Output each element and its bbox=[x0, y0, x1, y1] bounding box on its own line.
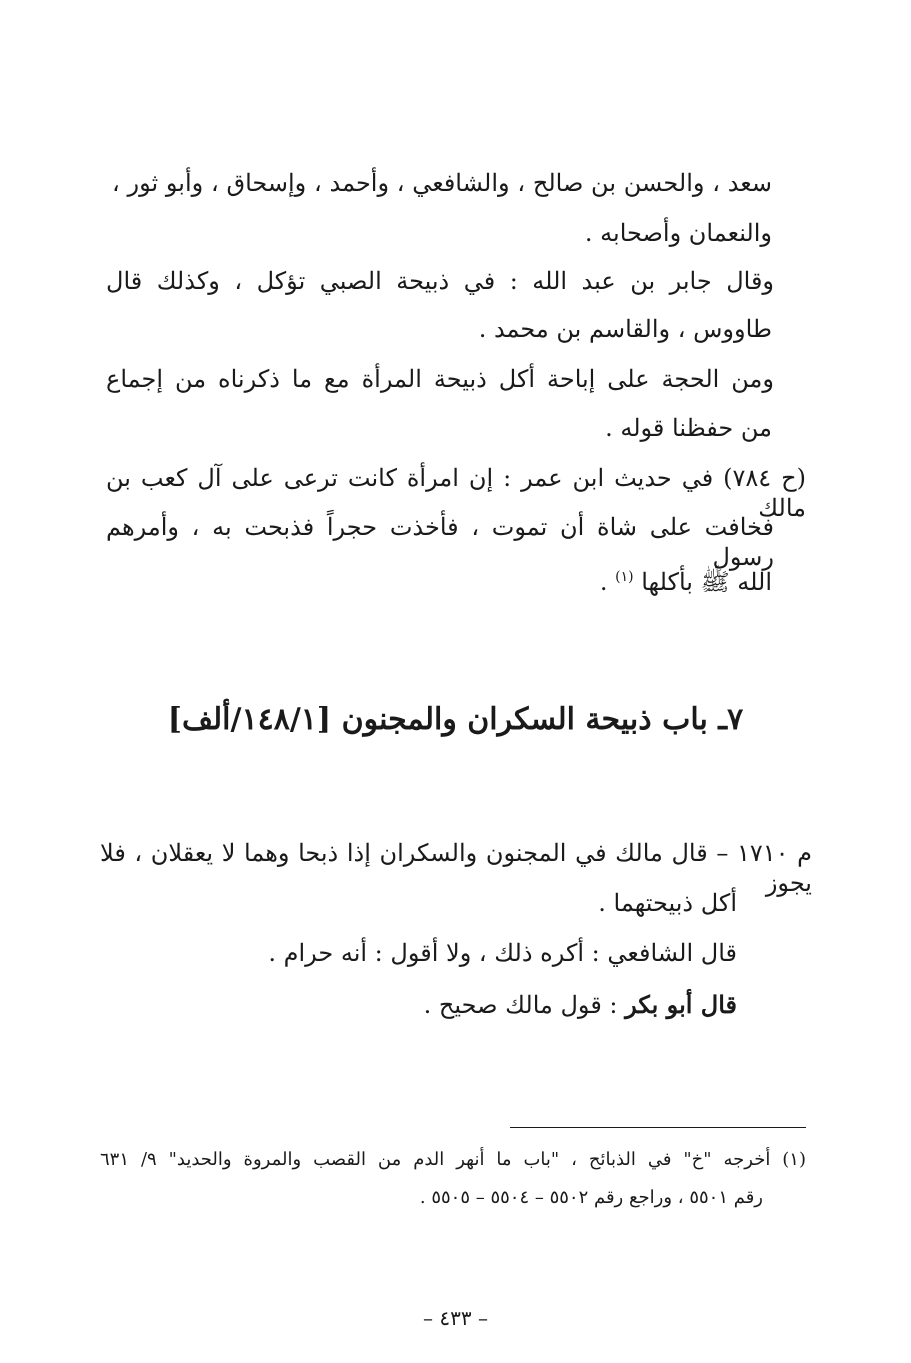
paragraph-2-line-2: طاووس ، والقاسم بن محمد . bbox=[478, 315, 772, 343]
masala-author-label: قال أبو بكر bbox=[625, 990, 737, 1019]
paragraph-2-line-1: وقال جابر بن عبد الله : في ذبيحة الصبي تؤكل ، وكذلك قال bbox=[106, 267, 774, 295]
section-heading bbox=[0, 702, 911, 737]
section-heading-title: ٧ـ باب ذبيحة السكران والمجنون bbox=[341, 702, 744, 737]
hadith-line-3-end: . bbox=[599, 568, 608, 596]
hadith-line-2: فخافت على شاة أن تموت ، فأخذت حجراً فذبحت به ، وأمرهم رسول bbox=[106, 513, 774, 571]
masala-line-3: قال الشافعي : أكره ذلك ، ولا أقول : أنه حرام . bbox=[268, 939, 737, 967]
section-heading-ref: [١٤٨/١/ألف] bbox=[167, 702, 332, 737]
footnote-line-2: رقم ٥٥٠١ ، وراجع رقم ٥٥٠٢ – ٥٥٠٤ – ٥٥٠٥ . bbox=[419, 1187, 763, 1208]
footnote-separator bbox=[510, 1127, 806, 1128]
masala-line-4 bbox=[424, 990, 737, 1020]
hadith-line-3-text: الله ﷺ بأكلها bbox=[641, 568, 772, 596]
paragraph-1-line-1: سعد ، والحسن بن صالح ، والشافعي ، وأحمد ، وإسحاق ، وأبو ثور ، bbox=[112, 169, 772, 197]
paragraph-3-line-2: من حفظنا قوله . bbox=[605, 414, 772, 442]
page-number: – ٤٣٣ – bbox=[423, 1306, 488, 1330]
footnote-ref-marker[interactable]: (١) bbox=[615, 569, 634, 585]
masala-line-4-rest: : قول مالك صحيح . bbox=[423, 991, 626, 1019]
paragraph-1-line-2: والنعمان وأصحابه . bbox=[584, 219, 772, 247]
paragraph-3-line-1: ومن الحجة على إباحة أكل ذبيحة المرأة مع ما ذكرناه من إجماع bbox=[106, 365, 774, 393]
masala-line-1: م ١٧١٠ – قال مالك في المجنون والسكران إذا ذبحا وهما لا يعقلان ، فلا يجوز bbox=[100, 839, 812, 897]
hadith-line-1: (ح ٧٨٤) في حديث ابن عمر : إن امرأة كانت ترعى على آل كعب بن مالك bbox=[106, 464, 806, 522]
footnote-line-1: (١) أخرجه "خ" في الذبائح ، "باب ما أنهر الدم من القصب والمروة والحديد" ٩/ ٦٣١ bbox=[100, 1149, 806, 1170]
masala-line-2: أكل ذبيحتهما . bbox=[598, 889, 737, 917]
hadith-line-3 bbox=[600, 562, 772, 597]
